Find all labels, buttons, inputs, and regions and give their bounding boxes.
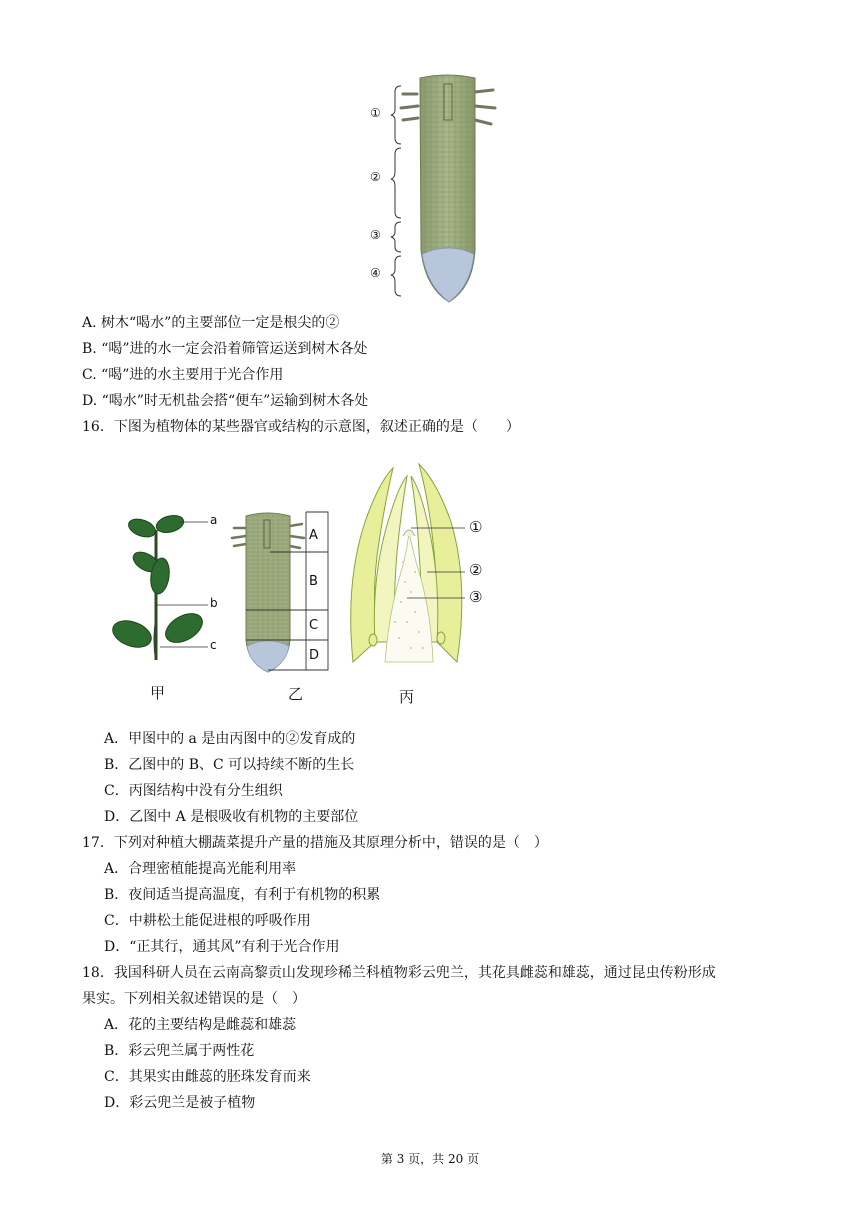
q18-stem-line2: 果实。下列相关叙述错误的是（ ） bbox=[82, 991, 306, 1007]
q17-option-a: A．合理密植能提高光能利用率 bbox=[104, 861, 297, 877]
page-footer: 第 3 页，共 20 页 bbox=[380, 1152, 480, 1166]
q18-option-c: C．其果实由雌蕊的胚珠发育而来 bbox=[104, 1069, 311, 1085]
yi-label-b: B bbox=[309, 574, 318, 589]
q15-option-a: A. 树木“喝水”的主要部位一定是根尖的② bbox=[82, 315, 340, 331]
yi-label-a: A bbox=[309, 528, 318, 543]
q15-option-b: B. “喝”进的水一定会沿着筛管运送到树木各处 bbox=[82, 341, 368, 357]
jia-caption: 甲 bbox=[150, 684, 166, 702]
q17-option-c: C．中耕松土能促进根的呼吸作用 bbox=[104, 913, 311, 929]
q16-option-b: B．乙图中的 B、C 可以持续不断的生长 bbox=[104, 757, 355, 773]
root-tip-illustration bbox=[365, 72, 515, 306]
jia-label-b: b bbox=[210, 596, 218, 610]
bing-label-1: ① bbox=[469, 518, 483, 536]
q16-option-a: A．甲图中的 a 是由丙图中的②发育成的 bbox=[104, 731, 356, 747]
q18-option-b: B．彩云兜兰属于两性花 bbox=[104, 1043, 255, 1059]
q16-option-c: C．丙图结构中没有分生组织 bbox=[104, 783, 283, 799]
jia-label-a: a bbox=[210, 513, 218, 527]
q18-stem-line1: 18．我国科研人员在云南高黎贡山发现珍稀兰科植物彩云兜兰，其花具雌蕊和雄蕊，通过昆虫传粉形成 bbox=[82, 965, 716, 981]
yi-label-d: D bbox=[309, 648, 320, 663]
root-label-2: ② bbox=[370, 170, 381, 184]
q16-option-d: D．乙图中 A 是根吸收有机物的主要部位 bbox=[104, 809, 359, 825]
yi-caption: 乙 bbox=[288, 685, 304, 703]
q17-option-b: B．夜间适当提高温度，有利于有机物的积累 bbox=[104, 887, 381, 903]
figure-bing bbox=[345, 462, 505, 708]
q18-option-a: A．花的主要结构是雌蕊和雄蕊 bbox=[104, 1017, 297, 1033]
figure-jia bbox=[108, 510, 228, 705]
jia-label-c: c bbox=[210, 638, 217, 652]
root-tip-figure bbox=[365, 72, 515, 306]
q15-option-c: C. “喝”进的水主要用于光合作用 bbox=[82, 367, 284, 383]
q17-stem: 17．下列对种植大棚蔬菜提升产量的措施及其原理分析中，错误的是（ ） bbox=[82, 835, 548, 851]
root-label-3: ③ bbox=[370, 228, 381, 242]
figure-yi bbox=[228, 508, 338, 708]
root-label-1: ① bbox=[370, 106, 381, 120]
bing-label-2: ② bbox=[469, 561, 483, 579]
root-label-4: ④ bbox=[370, 266, 381, 280]
q17-option-d: D．“正其行，通其风”有利于光合作用 bbox=[104, 939, 340, 955]
yi-label-c: C bbox=[309, 618, 319, 633]
q16-stem: 16．下图为植物体的某些器官或结构的示意图，叙述正确的是（ ） bbox=[82, 419, 520, 435]
q15-option-d: D. “喝水”时无机盐会搭“便车”运输到树木各处 bbox=[82, 393, 369, 409]
q18-option-d: D．彩云兜兰是被子植物 bbox=[104, 1095, 256, 1111]
root-zones-illustration bbox=[228, 508, 338, 678]
bing-caption: 丙 bbox=[399, 688, 415, 706]
bing-label-3: ③ bbox=[469, 588, 483, 606]
